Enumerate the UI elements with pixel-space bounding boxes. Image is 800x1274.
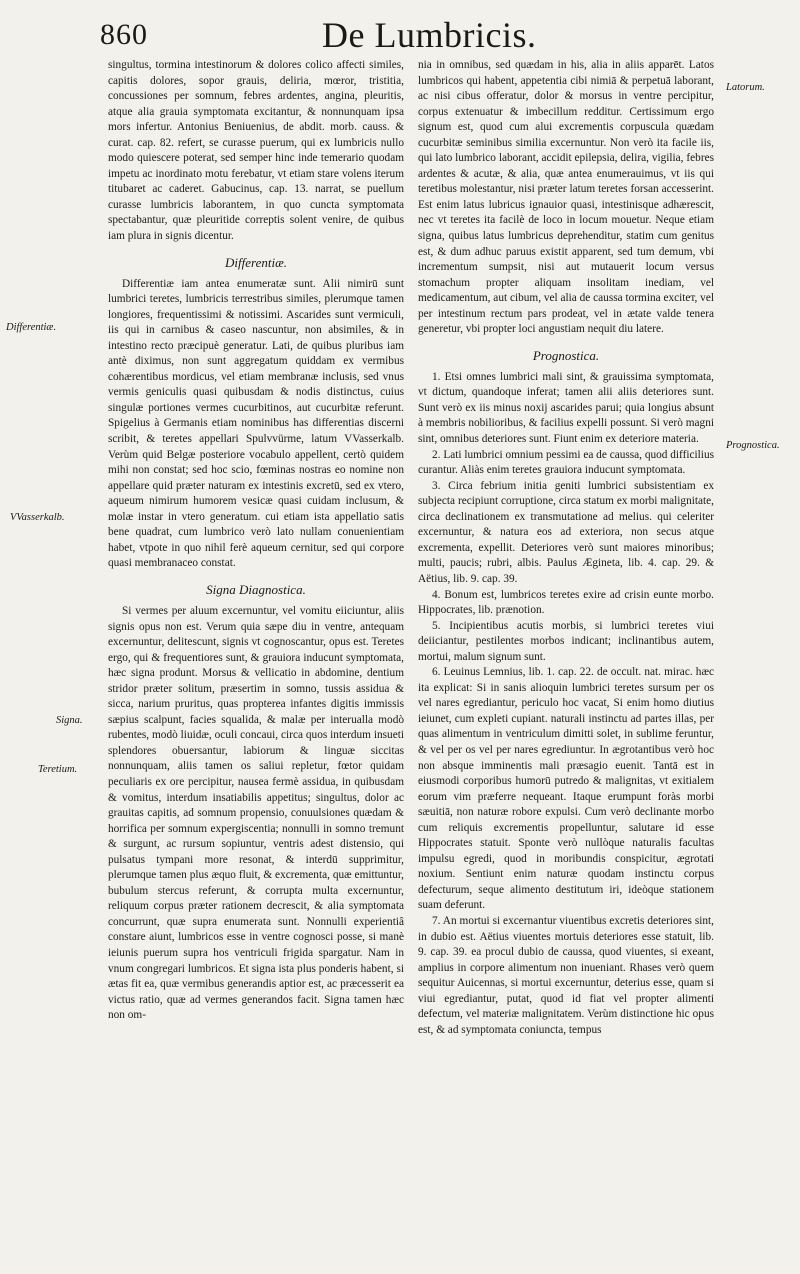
paragraph: Si vermes per aluum excernuntur, vel vomitu eiiciuntur, aliis signis opus non est. Verum quia sæpe diu in ventre, antequam excernuntur, delitescunt, signis vt cognoscantur, opus est. Teretes ergo, qui & frequentiores sunt, & grauiora inducunt symptomata, hæc signa produnt. Morsus & vellicatio in abdomine, dentium stridor præter solitum, præsertim in somno, tussis assidua & sicca, narium pruritus, quas propterea infantes digitis immissis sæpius scalpunt, facies squalida, & malæ per interualla modò rubentes, modò liuidæ, oculi concaui, circa quos interdum insueti splendores obuersantur, labiorum & linguæ siccitas nonnunquam, aliis tamen os saliui repletur, fœtor quidam peculiaris ex ore percipitur, nausea fermè assidua, in quibusdam & vomitus, interdum insatiabilis appetitus; singultus, dolor ac grauitas capitis, ad somnum propensio, conuulsiones quædam & horrifica per somnum expergiscentia; nonnulli in somno tremunt & surgunt, ac rursum sopiuntur, ventris adest distensio, qui pulsatus tympani more resonat, & interdū supprimitur, plerumque tamen plus æquo fluit, & excrementa, quæ emittuntur, bubulum stercus referunt, & corrupta multa excernuntur, reliquum corpus præter rationem decrescit, & alia symptomata concurrunt, quæ supra enumerata sunt. Nonnulli experientiâ constare aiunt, lumbricos esse in ventre cognosci posse, si manè ieiunis puerum supra hos ventriculi frigida spargatur. Nam in vnum congregari lumbricos. Et signa ista plus ponderis habent, si ætas fit ea, quæ vermibus generandis aptior est, ac præcesserit ea victus ratio, quæ ad vermes generandos facit. Signa tamen hæc non om-: [108, 604, 404, 1022]
paragraph: 1. Etsi omnes lumbrici mali sint, & grauissima symptomata, vt dictum, quandoque inferat; tamen alii aliis deteriores sunt. Sunt verò ex iis minus noxij ascarides parui; quia longius absunt à membris nobilioribus, & facilius expelli possunt. Si verò magni sint, omnibus deteriores sunt. Fiunt enim ex deteriore materia.: [418, 370, 714, 446]
margin-note-latorum: Latorum.: [726, 82, 765, 93]
margin-note-differentiae: Differentiæ.: [6, 322, 57, 333]
margin-note-prognostica: Prognostica.: [726, 440, 780, 451]
left-column: [108, 58, 404, 1024]
section-heading-prognostica: Prognostica.: [532, 347, 600, 363]
page-number: 860: [100, 18, 148, 51]
paragraph: 3. Circa febrium initia geniti lumbrici subsistentiam ex subjecta recipiunt corruptione, circa statum ex morbi malignitate, circa declinationem ex transmutatione ad melius. qui celeriter excernuntur, & natura eos ad exteriora, non secus atque excrementa, expellit. Deteriores verò sunt maiores minoribus; multi, paucis; rubri, albis. Paulus Ægineta, lib. 4. cap. 29. & Aëtius, lib. 9. cap. 39.: [418, 479, 714, 585]
section-heading-signa: Signa Diagnostica.: [206, 581, 306, 597]
running-head: De Lumbricis.: [322, 15, 537, 55]
paragraph: Differentiæ iam antea enumeratæ sunt. Alii nimirū sunt lumbrici teretes, lumbricis terrestribus similes, plerumque tamen longiores, frequentissimi & notissimi. Ascarides sunt vermiculi, iis qui in carnibus & caseo nascuntur, non absimiles, & in intestino recto præcipuè generatur. Lati, de quibus pluribus iam antè diximus, non sunt aggregatum quiddam ex vermibus cohærentibus mordicus, vel etiam membranæ inclusis, sed vnus vermis geniculis quasi quibusdam & nodis distinctus, cuius singulæ portiones vermes cucurbitinos, aut cucurbitæ referunt. Spigelius à Germanis etiam nominibus has differentias discerni scribit, & teretes appellari Spulvvürme, latum VVasserkalb. Verùm quid Belgæ posteriore vocabulo appellent, certò quidem mihi non constat; sed hoc scio, fœminas nostras eo nomine non appellare quid præter naturam ex intestinis excretū, sed ex vtero, aqueum nimirum humorem vesicæ quasi cuidam inclusum, & molæ instar in vtero generatum. cui etiam ista appellatio satis bene quadrat, cum lumbrico verò lato nullam conuenientiam habet, vtpote in quo nihil ferè aqueum cernitur, sed qui corpore quasi membranaceo constat.: [108, 277, 404, 570]
paragraph: 7. An mortui si excernantur viuentibus excretis deteriores sint, in dubio est. Aëtius viuentes mortuis deteriores esse statuit, lib. 9. cap. 39. ea procul dubio de caussa, quod viuentes, si exeant, amplius in corpore alimentum non inueniant. Rhases verò quem sequitur Auicennas, si mortui excernuntur, deterius esse, quam si viui egrediantur, putat, quod id fiat vel propter alimenti defectum, vel materiæ malignitatem. Verùm distinctione hic opus est, & ad symptomata coniuncta, tempus: [418, 914, 714, 1036]
paragraph: 6. Leuinus Lemnius, lib. 1. cap. 22. de occult. nat. mirac. hæc ita explicat: Si in sanis alioquin lumbrici teretes sursum per os vel nares egrediantur, periculo hoc vacat, Si enim homo diutius ieiunet, cum expleti cupiant. naturali instinctu ad partes illas, per quas alimentum in ventriculum dimitti solet, in sublime feruntur, & vel per os vel per nares egrediuntur. In ægrotantibus verò hoc non absque imminentis mali præsagio euenit. Tantā est in eiusmodi corporibus humorū putredo & malignitas, vt exitialem eorum vim præferre nequeant. Itaque erumpunt foràs morbi sæuitiā, non naturæ robore expulsi. Cum verò declinante morbo cum reliquis excrementis propelluntur, salutare id esse Hippocrates statuit. Sponte verò nullòque naturalis facultas impulsu egredi, quod in moribundis conspicitur, ægrotati noxium. Sentiunt enim naturæ quodam instinctu corpus defecturum, seque alimento destitutum iri, ideòque stationem suam deferunt.: [418, 666, 714, 912]
margin-note-teretium: Teretium.: [38, 764, 78, 775]
margin-note-wasserkalb: VVasserkalb.: [10, 512, 65, 523]
section-heading-differentiae: Differentiæ.: [225, 254, 287, 270]
margin-note-signa: Signa.: [56, 715, 83, 726]
paragraph: 4. Bonum est, lumbricos teretes exire ad crisin eunte morbo. Hippocrates, lib. prænotion.: [418, 588, 714, 617]
paragraph: 5. Incipientibus acutis morbis, si lumbrici teretes viui deiiciantur, pestilentes morbos indicant; inclinantibus autem, mortui, malum signum sunt.: [418, 619, 714, 663]
right-column: [418, 58, 714, 1038]
paragraph: singultus, tormina intestinorum & dolores colico affecti similes, capitis dolores, sopor grauis, deliria, mœror, tristitia, concussiones per somnum, febres ardentes, angina, pleuritis, atque alia grauia symptomata excitantur, & nonnunquam ipsa mors infertur. Antonius Beniuenius, de abdit. morb. causs. & curat. cap. 82. refert, se curasse puerum, qui ex lumbricis nullo modo quiescere poterat, sed semper hinc inde temerario quodam impetu ac inordinato motu ferebatur, vt etiam stare volens iterum titubaret ac caderet. Gabucinus, cap. 13. narrat, se puellum curasse lumbricis laborantem, in quo cuncta symptomata spectabantur, quæ pleuritide correptis solent venire, de quibus iam plura in signis dicentur.: [108, 59, 404, 243]
paragraph: nia in omnibus, sed quædam in his, alia in aliis apparēt. Latos lumbricos qui habent, appetentia cibi nimiā & perpetuā laborant, ac nisi cibus offeratur, dolor & morsus in ventre percipitur, corpus extenuatur & imbecillum redditur. Certissimum ergo signum est, quod cum alui excrementis corpuscula quædam cucurbitæ seminibus similia excernuntur. Non verò ita facile iis, qui lato lumbrico laborant, accidit epilepsia, delira, vigilia, febres ardentes & acutæ, & alia, quæ antea enumerauimus, vt iis qui teretibus molestantur, nisi præter latum teretes forsan accesserint. Est enim latus lubricus ignauior quasi, intestinisque adhærescit, nec vt teretes ita facilè de loco in locum mouetur. Neque etiam signa, quibus latus lumbricus deprehenditur, statim cum genitus est, & dum adhuc paruus existit apparent, sed tum demum, vbi incrementum sumpsit, nisi aut mutauerit locum versus stomachum propter aliquam insolitam inediam, vel medicamentum, aut cibum, vel alia de caussa tormina exciteт, vel per intestinum rectum pars prodeat, vel in ætate valde tenera generetur, vbi propter loci angustiam nequit diu latere.: [418, 59, 714, 336]
paragraph: 2. Lati lumbrici omnium pessimi ea de caussa, quod difficilius curantur. Aliàs enim teretes grauiora inducunt symptomata.: [418, 448, 714, 477]
